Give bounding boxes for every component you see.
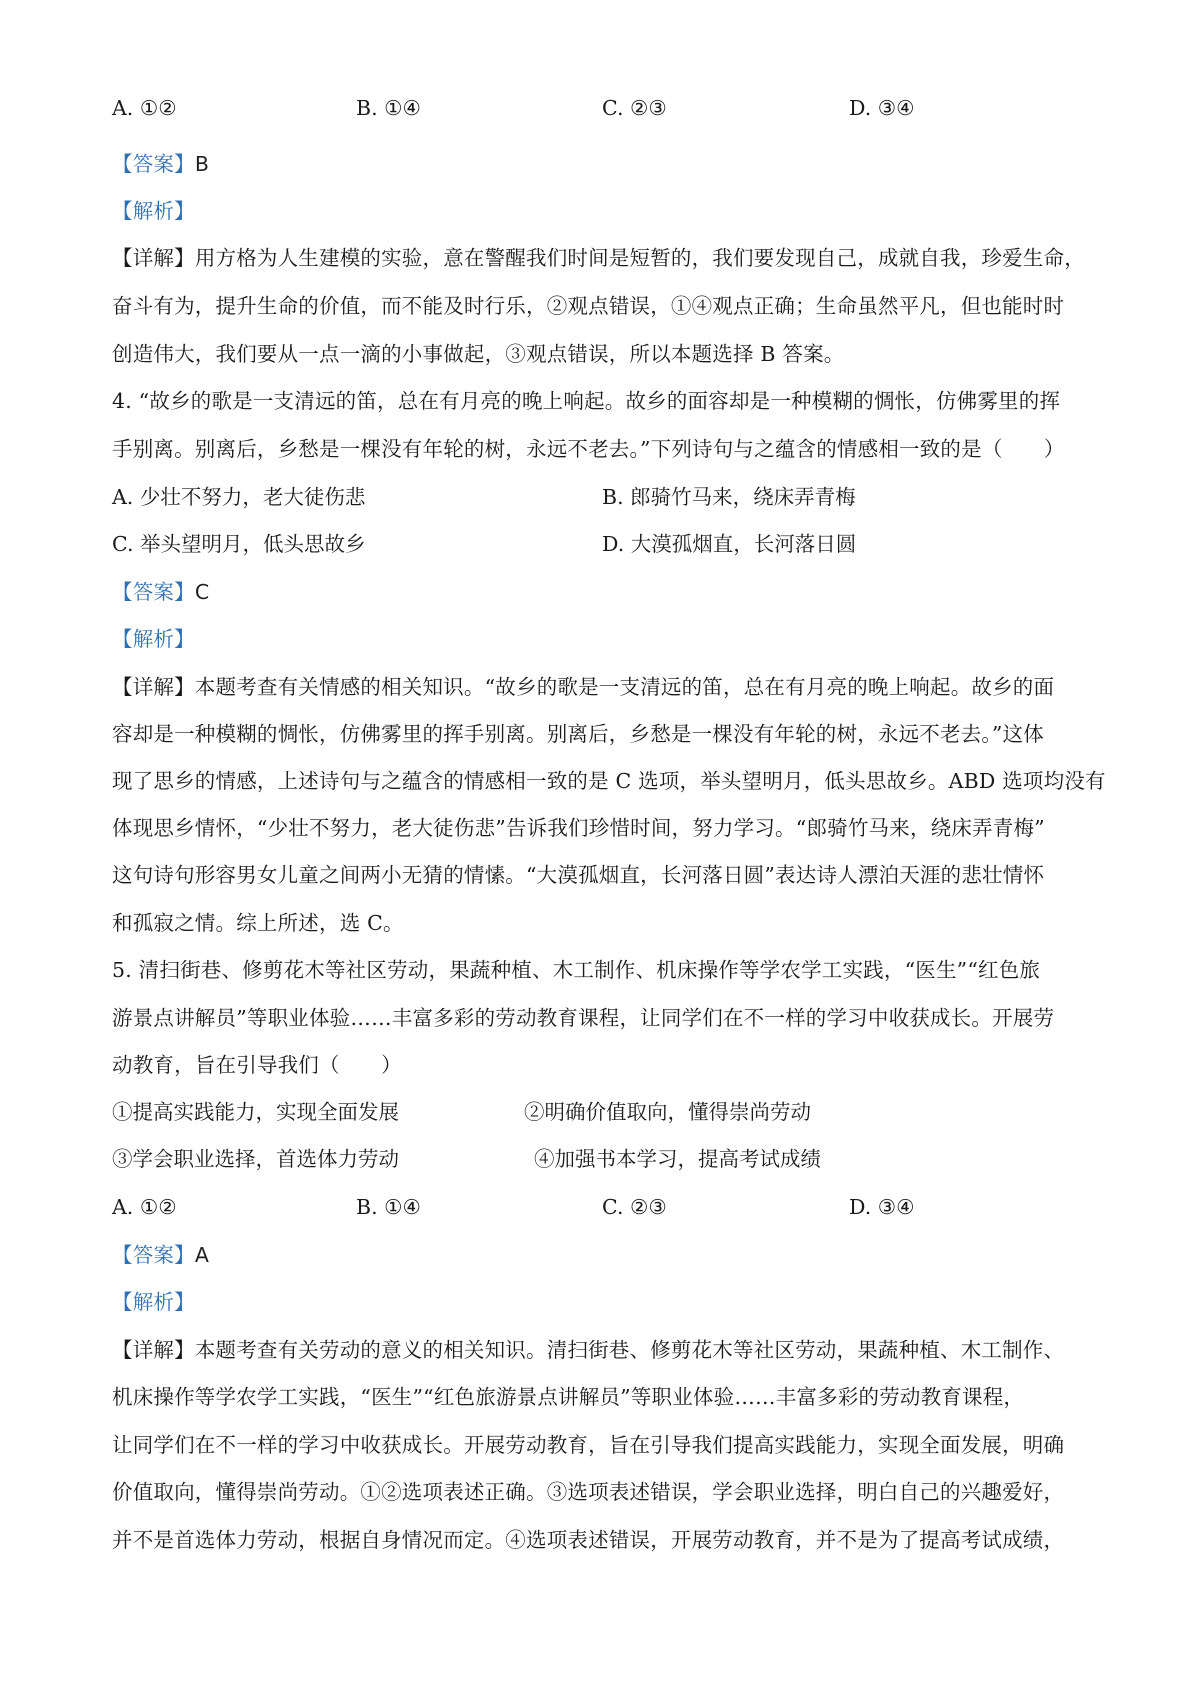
analysis-tag: 【解析】 — [112, 627, 195, 651]
q5-option-d: D. ③④ — [849, 1195, 915, 1219]
q5-detail-line-3: 让同学们在不一样的学习中收获成长。开展劳动教育，旨在引导我们提高实践能力，实现全面发展，明确 — [112, 1433, 1065, 1457]
q4-option-d: D. 大漠孤烟直，长河落日圆 — [602, 532, 857, 556]
q5-detail-line-4: 价值取向，懂得崇尚劳动。①②选项表述正确。③选项表述错误，学会职业选择，明白自己的兴趣爱好， — [112, 1480, 1065, 1504]
q5-statement-2: ②明确价值取向，懂得崇尚劳动 — [524, 1100, 811, 1124]
q5-option-c: C. ②③ — [602, 1195, 667, 1219]
q4-answer — [112, 578, 1102, 606]
q5-stem-line-3: 动教育，旨在引导我们（ ） — [112, 1053, 402, 1077]
q5-option-a: A. ①② — [112, 1195, 177, 1219]
q3-analysis-heading — [112, 197, 1102, 225]
q4-detail-line-1 — [112, 673, 1102, 701]
q3-options — [112, 94, 1102, 122]
q3-option-a: A. ①② — [112, 96, 177, 120]
q4-detail-line-6: 和孤寂之情。综上所述，选 C。 — [112, 911, 404, 935]
q5-detail-line-1 — [112, 1336, 1102, 1364]
q5-stem-line-2: 游景点讲解员”等职业体验……丰富多彩的劳动教育课程，让同学们在不一样的学习中收获成长。开展劳 — [112, 1006, 1055, 1030]
detail-tag: 【详解】 — [112, 1338, 195, 1362]
q5-statement-1: ①提高实践能力，实现全面发展 — [112, 1100, 399, 1124]
q5-statement-3: ③学会职业选择，首选体力劳动 — [112, 1147, 399, 1171]
q5-option-b: B. ①④ — [356, 1195, 421, 1219]
detail-text: 本题考查有关劳动的意义的相关知识。清扫街巷、修剪花木等社区劳动，果蔬种植、木工制作、 — [194, 1338, 1065, 1362]
q4-options-row-1 — [112, 483, 1102, 511]
analysis-tag: 【解析】 — [112, 199, 195, 223]
q3-option-b: B. ①④ — [356, 96, 421, 120]
q4-detail-line-2: 容却是一种模糊的惆怅，仿佛雾里的挥手别离。别离后，乡愁是一棵没有年轮的树，永远不老去。”这体 — [112, 722, 1044, 746]
q5-answer — [112, 1241, 1102, 1269]
q3-detail-line-1 — [112, 244, 1102, 272]
q5-statements-row-1 — [112, 1098, 1102, 1126]
q5-statements-row-2 — [112, 1145, 1102, 1173]
q4-option-a: A. 少壮不努力，老大徒伤悲 — [112, 485, 366, 509]
detail-text: 用方格为人生建模的实验，意在警醒我们时间是短暂的，我们要发现自己，成就自我，珍爱生命， — [194, 246, 1085, 270]
answer-value: A — [194, 1243, 210, 1267]
q4-detail-line-3: 现了思乡的情感，上述诗句与之蕴含的情感相一致的是 C 选项，举头望明月，低头思故乡。ABD 选项均没有 — [112, 769, 1106, 793]
q3-detail-line-3: 创造伟大，我们要从一点一滴的小事做起，③观点错误，所以本题选择 B 答案。 — [112, 342, 845, 366]
q5-analysis-heading — [112, 1288, 1102, 1316]
q5-options — [112, 1193, 1102, 1221]
q4-detail-line-5: 这句诗句形容男女儿童之间两小无猜的情愫。“大漠孤烟直，长河落日圆”表达诗人漂泊天涯的悲壮情怀 — [112, 863, 1045, 887]
answer-value: C — [194, 580, 210, 604]
q5-stem-line-1: 5. 清扫街巷、修剪花木等社区劳动，果蔬种植、木工制作、机床操作等学农学工实践，“医生”“红色旅 — [112, 958, 1041, 982]
q5-detail-line-5: 并不是首选体力劳动，根据自身情况而定。④选项表述错误，开展劳动教育，并不是为了提高考试成绩， — [112, 1528, 1065, 1552]
detail-text: 本题考查有关情感的相关知识。“故乡的歌是一支清远的笛，总在有月亮的晚上响起。故乡的面 — [194, 675, 1055, 699]
q4-analysis-heading — [112, 625, 1102, 653]
analysis-tag: 【解析】 — [112, 1290, 195, 1314]
answer-tag: 【答案】 — [112, 152, 195, 176]
answer-value: B — [194, 152, 210, 176]
q4-detail-line-4: 体现思乡情怀，“少壮不努力，老大徒伤悲”告诉我们珍惜时间，努力学习。“郎骑竹马来，绕床弄青梅” — [112, 816, 1045, 840]
q5-statement-4: ④加强书本学习，提高考试成绩 — [534, 1147, 821, 1171]
q3-option-d: D. ③④ — [849, 96, 915, 120]
answer-tag: 【答案】 — [112, 1243, 195, 1267]
q3-option-c: C. ②③ — [602, 96, 667, 120]
detail-tag: 【详解】 — [112, 246, 195, 270]
detail-tag: 【详解】 — [112, 675, 195, 699]
q4-option-c: C. 举头望明月，低头思故乡 — [112, 532, 366, 556]
q3-detail-line-2: 奋斗有为，提升生命的价值，而不能及时行乐，②观点错误，①④观点正确；生命虽然平凡，但也能时时 — [112, 294, 1065, 318]
q4-option-b: B. 郎骑竹马来，绕床弄青梅 — [602, 485, 856, 509]
q5-detail-line-2: 机床操作等学农学工实践，“医生”“红色旅游景点讲解员”等职业体验……丰富多彩的劳动教育课程， — [112, 1385, 1025, 1409]
q4-stem-line-1: 4. “故乡的歌是一支清远的笛，总在有月亮的晚上响起。故乡的面容却是一种模糊的惆怅，仿佛雾里的挥 — [112, 389, 1061, 413]
q3-answer — [112, 150, 1102, 178]
q4-options-row-2 — [112, 530, 1102, 558]
q4-stem-line-2: 手别离。别离后，乡愁是一棵没有年轮的树，永远不老去。”下列诗句与之蕴含的情感相一致的是（ ） — [112, 437, 1065, 461]
answer-tag: 【答案】 — [112, 580, 195, 604]
